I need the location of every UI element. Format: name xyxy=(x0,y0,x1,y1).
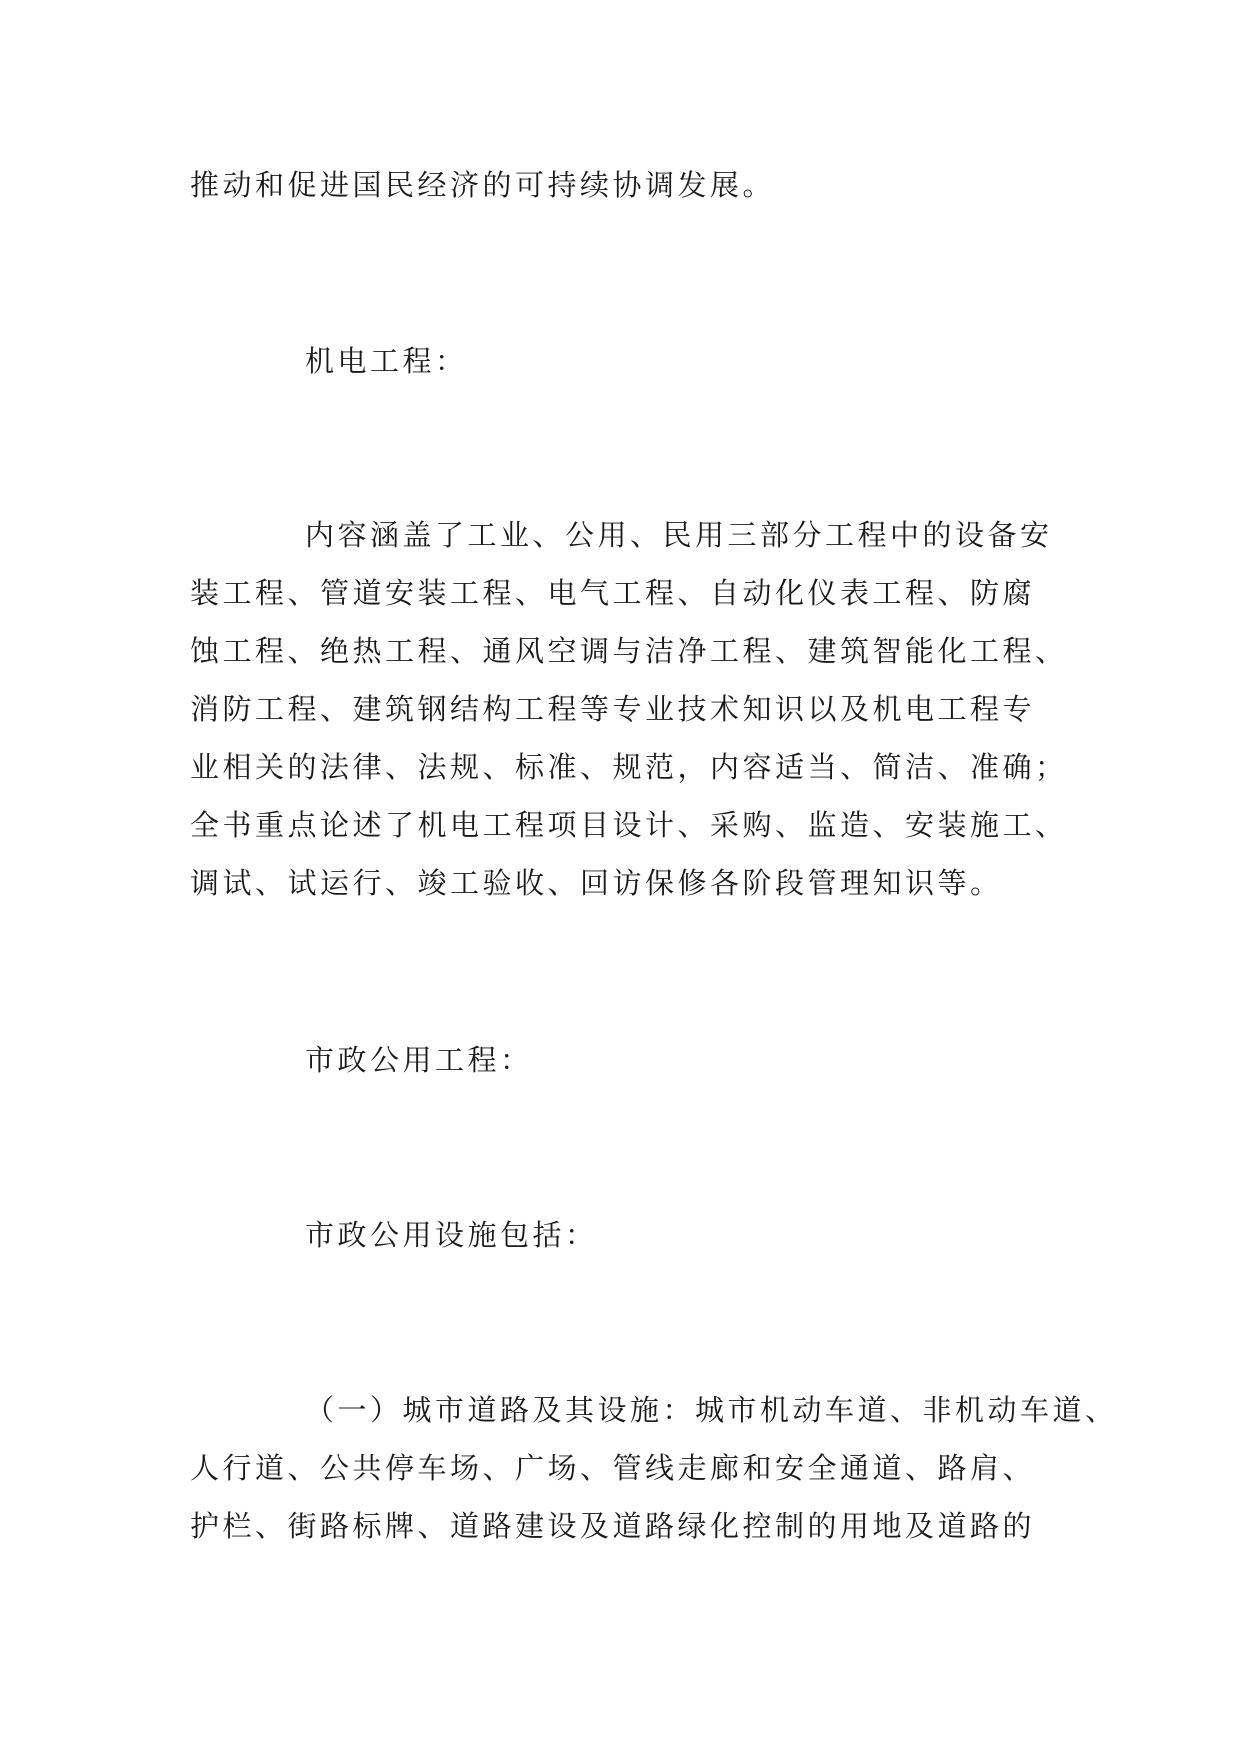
paragraph-line: 调试、试运行、竣工验收、回访保修各阶段管理知识等。 xyxy=(190,866,1003,900)
section-heading-facilities: 市政公用设施包括： xyxy=(305,1218,598,1252)
paragraph-line: 装工程、管道安装工程、电气工程、自动化仪表工程、防腐 xyxy=(190,576,1036,610)
paragraph-line: 人行道、公共停车场、广场、管线走廊和安全通道、路肩、 xyxy=(190,1451,1036,1485)
paragraph-line: 消防工程、建筑钢结构工程等专业技术知识以及机电工程专 xyxy=(190,692,1036,726)
paragraph-line: 业相关的法律、法规、标准、规范，内容适当、简洁、准确； xyxy=(190,750,1068,784)
section-heading-electromechanical: 机电工程： xyxy=(305,344,468,378)
section-heading-municipal: 市政公用工程： xyxy=(305,1043,533,1077)
paragraph-line: 内容涵盖了工业、公用、民用三部分工程中的设备安 xyxy=(305,518,1053,552)
paragraph-line: （一）城市道路及其设施：城市机动车道、非机动车道、 xyxy=(305,1393,1118,1427)
paragraph-line: 全书重点论述了机电工程项目设计、采购、监造、安装施工、 xyxy=(190,808,1068,842)
paragraph-line: 推动和促进国民经济的可持续协调发展。 xyxy=(190,168,776,202)
paragraph-line: 蚀工程、绝热工程、通风空调与洁净工程、建筑智能化工程、 xyxy=(190,634,1068,668)
paragraph-line: 护栏、街路标牌、道路建设及道路绿化控制的用地及道路的 xyxy=(190,1509,1036,1543)
